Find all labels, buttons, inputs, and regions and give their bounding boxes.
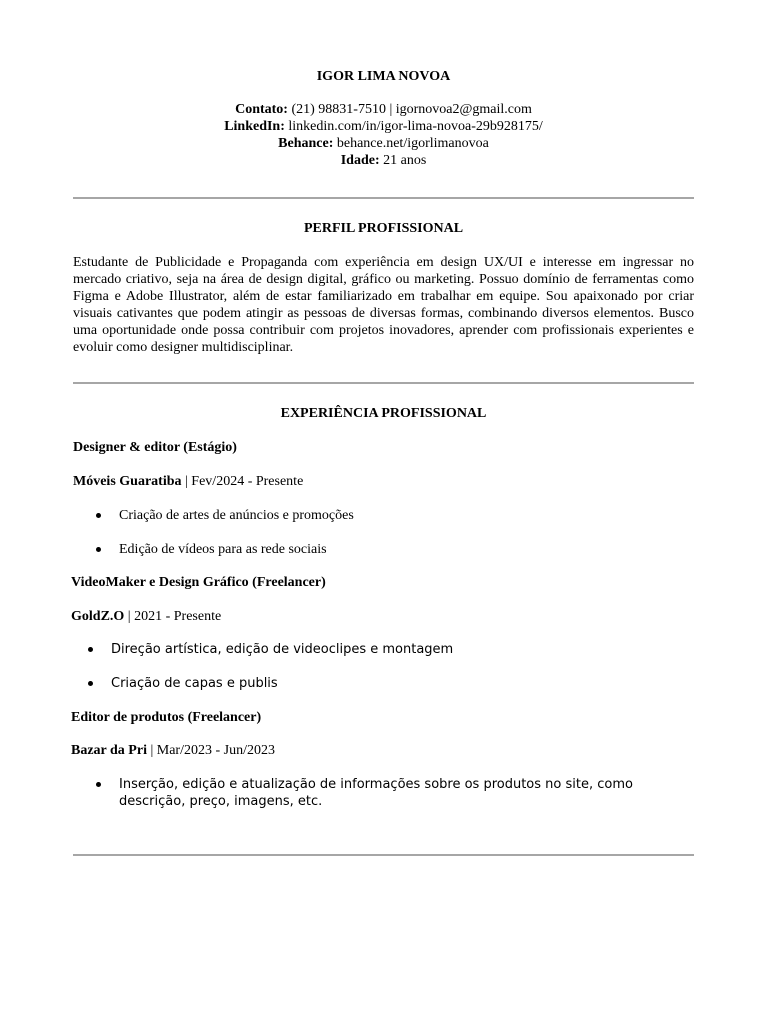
contact-value: (21) 98831-7510 | igornovoa2@gmail.com	[291, 102, 532, 117]
job-bullet: Inserção, edição e atualização de informações sobre os produtos no site, como descrição, preço, imagens, etc.	[119, 777, 633, 809]
job-bullet: Criação de capas e publis	[111, 676, 278, 691]
age-label: Idade:	[340, 153, 380, 168]
job-role: VideoMaker e Design Gráfico (Freelancer)	[71, 575, 326, 590]
bullet-dot	[96, 547, 101, 552]
job-role: Designer & editor (Estágio)	[73, 440, 237, 455]
section-divider	[73, 854, 694, 856]
job-role: Editor de produtos (Freelancer)	[71, 710, 262, 725]
bullet-dot	[96, 513, 101, 518]
job-company-line	[73, 473, 303, 490]
contact-line	[73, 101, 694, 118]
age-line	[73, 152, 694, 169]
bullet-dot	[88, 647, 93, 652]
section-divider	[73, 382, 694, 384]
section-divider	[73, 197, 694, 199]
behance-line	[73, 135, 694, 152]
behance-value: behance.net/igorlimanovoa	[336, 136, 489, 151]
job-company-line	[71, 742, 275, 759]
bullet-dot	[96, 782, 101, 787]
experience-heading: EXPERIÊNCIA PROFISSIONAL	[280, 406, 487, 421]
job-company: Bazar da Pri	[71, 743, 147, 758]
job-bullet: Criação de artes de anúncios e promoções	[119, 508, 354, 523]
linkedin-line	[73, 118, 694, 135]
job-period: | Fev/2024 - Presente	[181, 474, 304, 489]
bullet-dot	[88, 681, 93, 686]
job-period: | 2021 - Presente	[124, 609, 222, 624]
age-value: 21 anos	[383, 153, 427, 168]
job-company: GoldZ.O	[71, 609, 125, 624]
contact-block	[73, 101, 694, 169]
job-period: | Mar/2023 - Jun/2023	[146, 743, 275, 758]
job-bullet: Edição de vídeos para as rede sociais	[119, 542, 327, 557]
candidate-name: IGOR LIMA NOVOA	[316, 69, 451, 84]
profile-text: Estudante de Publicidade e Propaganda com experiência em design UX/UI e interesse em ingressar no mercado criativo, seja na área de design digital, gráfico ou marketing. Possuo domínio de ferramentas como Figma e Adobe Illustrator, além de estar familiarizado em trabalhar em equipe. Sou apaixonado por criar visuais cativantes que podem atingir as pessoas de diversas formas, combinando diversos elementos. Busco uma oportunidade onde possa contribuir com projetos inovadores, aprender com profissionais experientes e evoluir como designer multidisciplinar.	[73, 255, 694, 355]
job-bullet: Direção artística, edição de videoclipes e montagem	[111, 642, 454, 657]
linkedin-label: LinkedIn:	[224, 119, 285, 134]
profile-heading: PERFIL PROFISSIONAL	[303, 221, 464, 236]
behance-label: Behance:	[278, 136, 334, 151]
job-company: Móveis Guaratiba	[73, 474, 182, 489]
contact-label: Contato:	[235, 102, 288, 117]
job-company-line	[71, 608, 221, 625]
linkedin-value: linkedin.com/in/igor-lima-novoa-29b928175/	[288, 119, 543, 134]
